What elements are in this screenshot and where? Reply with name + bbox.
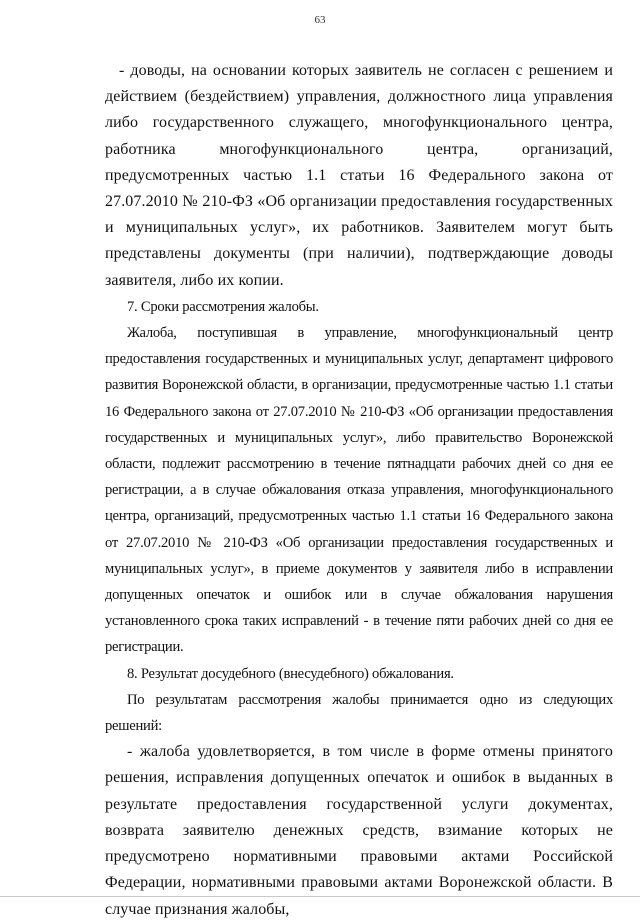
- paragraph-complaint-satisfied: - жалоба удовлетворяется, в том числе в форме отмены принятого решения, исправления допущенных опечаток и ошибок в выданных в результате предоставления государственной услуги документах, возврата заявителю денежных средств, взимание которых не предусмотрено нормативными правовыми актами Российской Федерации, нормативными правовыми актами Воронежской области. В случае признания жалобы,: [105, 743, 613, 918]
- document-body: [105, 58, 613, 923]
- paragraph-arguments: - доводы, на основании которых заявитель не согласен с решением и действием (бездействием) управления, должностного лица управления либо государственного служащего, многофункционального центра, работника многофункционального центра, организаций, предусмотренных частью 1.1 статьи 16 Федерального закона от 27.07.2010 № 210-ФЗ «Об организации предоставления государственных и муниципальных услуг», их работников. Заявителем могут быть представлены документы (при наличии), подтверждающие доводы заявителя, либо их копии.: [105, 62, 613, 289]
- paragraph-decisions-intro: По результатам рассмотрения жалобы принимается одно из следующих решений:: [105, 691, 613, 735]
- paragraph-review-terms: Жалоба, поступившая в управление, многофункциональный центр предоставления государственных и муниципальных услуг, департамент цифрового развития Воронежской области, в организации, предусмотренные частью 1.1 статьи 16 Федерального закона от 27.07.2010 № 210-ФЗ «Об организации предоставления государственных и муниципальных услуг», либо правительство Воронежской области, подлежит рассмотрению в течение пятнадцати рабочих дней со дня ее регистрации, а в случае обжалования отказа управления, многофункционального центра, организаций, предусмотренных частью 1.1 статьи 16 Федерального закона от 27.07.2010 № 210-ФЗ «Об организации предоставления государственных и муниципальных услуг», в приеме документов у заявителя либо в исправлении допущенных опечаток и ошибок или в случае обжалования нарушения установленного срока таких исправлений - в течение пяти рабочих дней со дня ее регистрации.: [105, 325, 613, 656]
- section-heading-appeal-result: 8. Результат досудебного (внесудебного) обжалования.: [127, 665, 454, 682]
- page-number: 63: [314, 14, 326, 26]
- section-heading-review-terms: 7. Сроки рассмотрения жалобы.: [127, 298, 319, 315]
- bottom-edge-line: [0, 896, 640, 897]
